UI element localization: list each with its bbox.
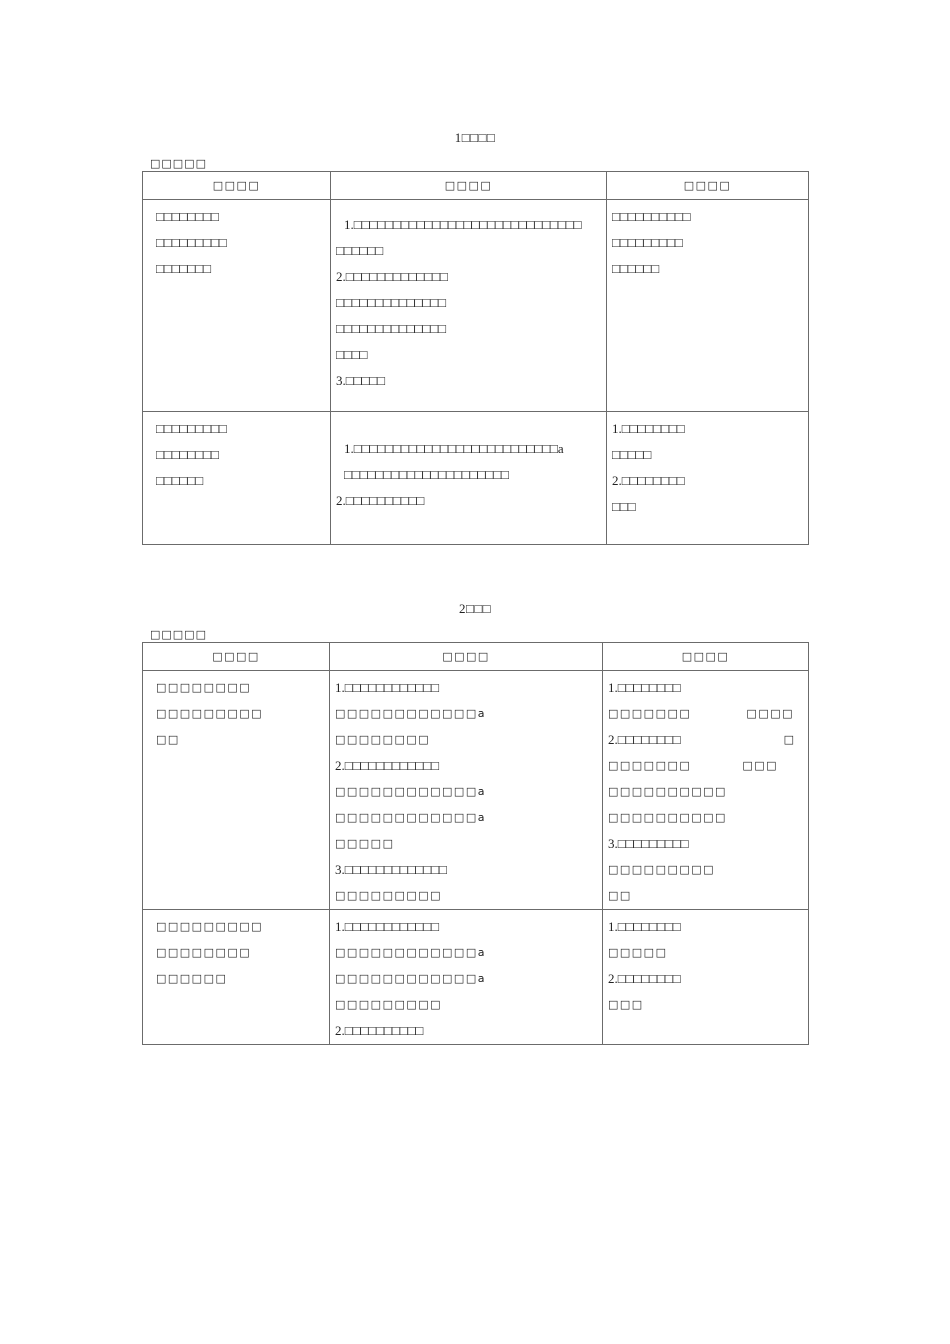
- cell-fragment: □□□: [742, 759, 778, 772]
- cell-line: □□□□□□: [156, 972, 228, 985]
- table-cell: [607, 412, 809, 545]
- cell-line: □□□: [608, 998, 644, 1011]
- table-cell: [331, 412, 607, 545]
- cell-line: □□□□□□□□□□: [612, 209, 691, 224]
- table-cell: [143, 671, 330, 910]
- cell-line: 2.□□□□□□□□□□□□: [335, 758, 439, 773]
- table-row: [143, 200, 809, 412]
- table-cell: [330, 671, 603, 910]
- cell-line: [608, 701, 808, 727]
- table-cell: [331, 200, 607, 412]
- cell-line: 3.□□□□□□□□□□□□□: [335, 862, 447, 877]
- cell-line: [608, 753, 808, 779]
- cell-line: □□□□□□□□□□□□□□: [336, 321, 446, 336]
- cell-line: 1.□□□□□□□□: [612, 421, 685, 436]
- column-header: □□□□: [143, 643, 330, 671]
- cell-fragment: □□□□□□□: [608, 707, 692, 720]
- cell-line: □□□□□: [612, 447, 652, 462]
- cell-line: [608, 727, 808, 753]
- table-row: [143, 910, 809, 1045]
- cell-line: 1.□□□□□□□□□□□□: [335, 919, 439, 934]
- cell-fragment: □: [783, 733, 794, 746]
- cell-line: 1.□□□□□□□□: [608, 919, 681, 934]
- cell-line: □□□□□□□□□□: [608, 811, 727, 824]
- cell-line: □□□□□□□□□: [156, 707, 264, 720]
- cell-line: □□□□□: [608, 946, 668, 959]
- table-header-row: [143, 172, 809, 200]
- section-1-caption: □□□□□: [150, 157, 207, 170]
- cell-line: □□□□□□□□: [156, 209, 219, 224]
- cell-line: 1.□□□□□□□□□□□□□□□□□□□□□□□□□□a: [344, 441, 564, 456]
- table-cell: [330, 910, 603, 1045]
- cell-line: □□□□□□: [336, 243, 384, 258]
- table-cell: [603, 671, 809, 910]
- cell-line: 3.□□□□□: [336, 373, 386, 388]
- cell-line: □□□□□□□□: [156, 946, 252, 959]
- cell-line: □□□□□□□□□□□□a: [335, 707, 486, 720]
- column-header: □□□□: [143, 172, 331, 200]
- cell-line: 1.□□□□□□□□: [608, 680, 681, 695]
- cell-line: □□□□□□□□□: [156, 920, 264, 933]
- cell-line: □□□□□□□□□□□□a: [335, 785, 486, 798]
- cell-line: □□□□□: [335, 837, 395, 850]
- cell-line: 2.□□□□□□□□: [612, 473, 685, 488]
- cell-line: 2.□□□□□□□□□□: [335, 1023, 424, 1038]
- cell-fragment: □□□□□□□: [608, 759, 692, 772]
- cell-line: □□□□□□□□□□□□a: [335, 946, 486, 959]
- cell-line: □□□□□□□□□: [612, 235, 683, 250]
- cell-line: □□□□□□□□□□□□□□□□□□□□□: [344, 467, 509, 482]
- cell-line: 2.□□□□□□□□□□: [336, 493, 425, 508]
- cell-line: □□□□□□□□: [335, 733, 431, 746]
- table-header-row: [143, 643, 809, 671]
- table-cell: [143, 200, 331, 412]
- table-cell: [603, 910, 809, 1045]
- cell-line: □□□□□□□□□: [335, 889, 443, 902]
- cell-line: □□□□□□□□□: [335, 998, 443, 1011]
- section-1-title: 1□□□□: [454, 130, 496, 145]
- column-header: □□□□: [603, 643, 809, 671]
- section-2-table: [142, 642, 809, 1045]
- cell-fragment: □□□□: [746, 707, 794, 720]
- table-cell: [607, 200, 809, 412]
- section-2-caption: □□□□□: [150, 628, 207, 641]
- cell-line: □□: [608, 889, 632, 902]
- cell-line: □□□□□□: [612, 261, 660, 276]
- cell-line: 3.□□□□□□□□□: [608, 836, 689, 851]
- cell-line: □□: [156, 733, 180, 746]
- cell-line: □□□□□□□□□□: [608, 785, 727, 798]
- cell-line: □□□□□□□□□: [156, 235, 227, 250]
- cell-line: □□□□: [336, 347, 368, 362]
- cell-line: □□□□□□□□: [156, 447, 219, 462]
- column-header: □□□□: [330, 643, 603, 671]
- cell-line: □□□: [612, 499, 636, 514]
- section-2-title: 2□□□: [458, 601, 492, 616]
- cell-line: □□□□□□□□: [156, 681, 252, 694]
- column-header: □□□□: [331, 172, 607, 200]
- cell-line: 2.□□□□□□□□: [608, 971, 681, 986]
- cell-line: □□□□□□: [156, 473, 204, 488]
- cell-line: 1.□□□□□□□□□□□□: [335, 680, 439, 695]
- table-row: [143, 412, 809, 545]
- section-1-table: [142, 171, 809, 545]
- cell-line: □□□□□□□□□□□□□□: [336, 295, 446, 310]
- column-header: □□□□: [607, 172, 809, 200]
- cell-line: 2.□□□□□□□□□□□□□: [336, 269, 448, 284]
- cell-line: □□□□□□□□□□□□a: [335, 811, 486, 824]
- table-row: [143, 671, 809, 910]
- cell-fragment: 2.□□□□□□□□: [608, 732, 681, 747]
- table-cell: [143, 412, 331, 545]
- cell-line: 1.□□□□□□□□□□□□□□□□□□□□□□□□□□□□□: [344, 217, 582, 232]
- table-cell: [143, 910, 330, 1045]
- cell-line: □□□□□□□□□: [156, 421, 227, 436]
- cell-line: □□□□□□□□□□□□a: [335, 972, 486, 985]
- cell-line: □□□□□□□: [156, 261, 211, 276]
- cell-line: □□□□□□□□□: [608, 863, 716, 876]
